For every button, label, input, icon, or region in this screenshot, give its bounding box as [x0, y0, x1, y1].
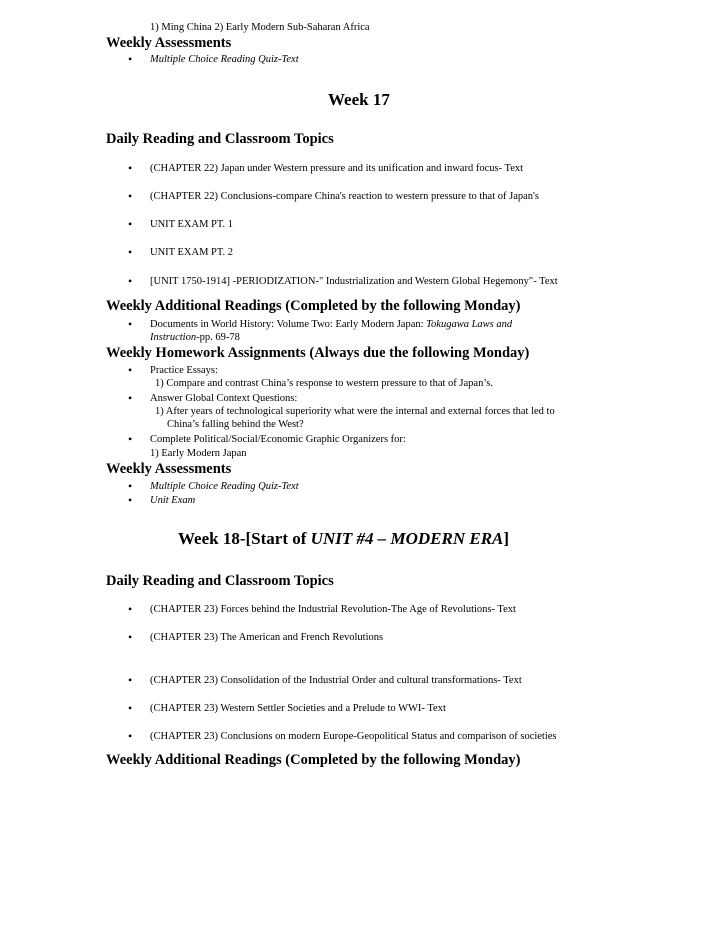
week17-reading-item-cont [150, 332, 240, 343]
week17-daily-item: (CHAPTER 22) Conclusions-compare China's reaction to western pressure to that of Japan's [150, 191, 539, 202]
week17-title: Week 17 [328, 90, 390, 109]
week17-homework-heading: Weekly Homework Assignments (Always due the following Monday) [106, 345, 530, 361]
week18-readings-heading: Weekly Additional Readings (Completed by the following Monday) [106, 752, 521, 768]
week16-assessment-item: Multiple Choice Reading Quiz-Text [150, 54, 299, 65]
week17-assessments-heading: Weekly Assessments [106, 461, 232, 477]
bullet-icon: • [128, 630, 133, 644]
homework-subitem-cont: China’s falling behind the West? [167, 419, 304, 430]
bullet-icon: • [128, 161, 133, 175]
week18-title-unit: UNIT #4 – MODERN ERA [310, 529, 504, 548]
bullet-icon: • [128, 602, 133, 616]
week17-daily-item: (CHAPTER 22) Japan under Western pressure and its unification and inward focus- Text [150, 163, 524, 174]
bullet-icon: • [128, 432, 133, 446]
week17-daily-item: UNIT EXAM PT. 1 [150, 219, 234, 230]
homework-subitem: 1) Early Modern Japan [150, 448, 247, 459]
bullet-icon: • [128, 52, 133, 66]
bullet-icon: • [128, 274, 133, 288]
week17-daily-item: UNIT EXAM PT. 2 [150, 247, 234, 258]
homework-item: Complete Political/Social/Economic Graphic Organizers for: [150, 434, 406, 445]
bullet-icon: • [128, 391, 133, 405]
bullet-icon: • [128, 729, 133, 743]
bullet-icon: • [128, 189, 133, 203]
week18-title-prefix: Week 18-[Start of [178, 529, 311, 548]
week18-daily-item: (CHAPTER 23) Consolidation of the Industrial Order and cultural transformations- Text [150, 675, 522, 686]
reading-title: Tokugawa Laws and [426, 319, 513, 330]
week18-daily-heading: Daily Reading and Classroom Topics [106, 573, 334, 589]
bullet-icon: • [128, 479, 133, 493]
homework-subitem: 1) Compare and contrast China’s response to western pressure to that of Japan’s. [155, 378, 493, 389]
week16-assessments-heading: Weekly Assessments [106, 35, 232, 51]
week17-readings-heading: Weekly Additional Readings (Completed by the following Monday) [106, 298, 521, 314]
bullet-icon: • [128, 245, 133, 259]
week17-assessment-item: Unit Exam [150, 495, 196, 506]
bullet-icon: • [128, 217, 133, 231]
week18-title-suffix: ] [503, 529, 510, 548]
week18-daily-item: (CHAPTER 23) The American and French Revolutions [150, 632, 384, 643]
week17-daily-heading: Daily Reading and Classroom Topics [106, 131, 334, 147]
homework-item: Practice Essays: [150, 365, 218, 376]
week16-topic-line: 1) Ming China 2) Early Modern Sub-Saharan Africa [150, 22, 370, 33]
week18-daily-item: (CHAPTER 23) Western Settler Societies and a Prelude to WWI- Text [150, 703, 446, 714]
reading-title-cont: Instruction [150, 332, 197, 343]
homework-item: Answer Global Context Questions: [150, 393, 298, 404]
bullet-icon: • [128, 317, 133, 331]
week17-assessment-item: Multiple Choice Reading Quiz-Text [150, 481, 299, 492]
week18-daily-item: (CHAPTER 23) Conclusions on modern Europe-Geopolitical Status and comparison of societies [150, 731, 557, 742]
week18-title [178, 529, 509, 549]
bullet-icon: • [128, 363, 133, 377]
homework-subitem: 1) After years of technological superiority what were the internal and external forces that led to [155, 406, 555, 417]
week17-daily-item: [UNIT 1750-1914] -PERIODIZATION-" Industrialization and Western Global Hegemony"- Text [150, 276, 558, 287]
week17-reading-item [150, 319, 512, 330]
reading-source: Documents in World History: Volume Two: Early Modern Japan: [150, 319, 427, 330]
reading-pages: -pp. 69-78 [196, 332, 240, 343]
week18-daily-item: (CHAPTER 23) Forces behind the Industrial Revolution-The Age of Revolutions- Text [150, 604, 516, 615]
bullet-icon: • [128, 673, 133, 687]
bullet-icon: • [128, 701, 133, 715]
bullet-icon: • [128, 493, 133, 507]
